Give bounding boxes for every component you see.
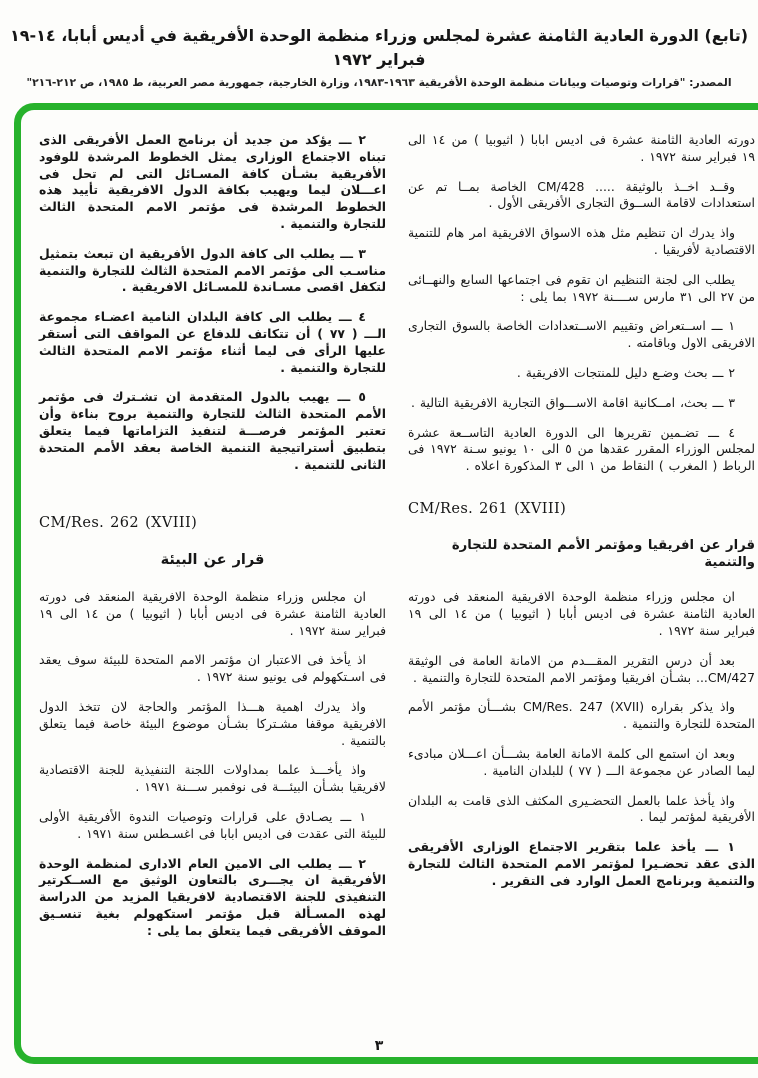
paragraph: ١ ـــ اســتعراض وتقييم الاســتعدادات الخاصة بالسوق التجارى الافريقى الاول وباقامته . xyxy=(408,318,755,351)
paragraph: وقــد اخــذ بالوثيقة ..... CM/428 الخاصة بمــا تم عن استعدادات لاقامة الســوق التجارى الأفريقى الأول . xyxy=(408,178,755,211)
paragraph: ٥ ـــ يهيب بالدول المتقدمة ان تشـترك فى مؤتمر الأمم المتحدة الثالث للتجارة والتنمية بروح بناءة وأن تعتبر المؤتمر فرصـــة لتنفيذ التزاماتها فيما يتعلق بتطبيق أستراتيجية التنمية الخاصة بعقد الأمم المتحدة الثانى للتنمية . xyxy=(39,389,386,472)
column-right xyxy=(408,132,755,1047)
paragraph: واذ يذكر بقراره CM/Res. 247 (XVII) بشـــأن مؤتمر الأمم المتحدة للتجارة والتنمية . xyxy=(408,699,755,732)
paragraph: ٢ ـــ يطلب الى الامين العام الادارى لمنظمة الوحدة الأفريقية ان يجـــرى بالتعاون الوثيق مع الســكرتير التنفيذى للجنة الاقتصادية لافريقيا المزيد من الدراسة لهذه المسـألة قبل مؤتمر استكهولم بغية تنسـيق الموقف الأفريقى فيما يتعلق بما يلى : xyxy=(39,855,386,938)
paragraph: واذ يأخـــذ علما بمداولات اللجنة التنفيذية للجنة الاقتصادية لافريقيا بشـأن البيئـــة فى نوفمبر ســـنة ١٩٧١ . xyxy=(39,762,386,795)
paragraph: ٣ ـــ يطلب الى كافة الدول الأفريقية ان تبعث بتمثيل مناسـب الى مؤتمر الامم المتحدة الثالث للتجارة والتنمية لتكفل اقصى مسـاندة للمسـائل الافريقية . xyxy=(39,245,386,295)
column-left xyxy=(39,132,386,1047)
page-header xyxy=(0,24,758,89)
paragraph: ٢ ـــ يؤكد من جديد أن برنامج العمل الأفريقى الذى تبناه الاجتماع الوزارى يمثل الخطوط المرشدة للوفود الأفريقية بشـأن كافة المسـائل التى لم تحل فى اعـــلان ليما ويهيب بكافة الدول الافريقية تأييد هذه الخطوط المرشدة فى مؤتمر الامم المتحدة الثالث للتجارة والتنمية . xyxy=(39,132,386,231)
paragraph: واذ يدرك ان تنظيم مثل هذه الاسواق الافريقية امر هام للتنمية الاقتصادية لأفريقيا . xyxy=(408,225,755,257)
paragraph: ان مجلس وزراء منظمة الوحدة الافريقية المنعقد فى دورته العادية الثامنة عشرة فى اديس أبابا ( اثيوبيا ) من ١٤ الى ١٩ فبراير سنة ١٩٧٢ . xyxy=(408,589,755,638)
resolution-code: CM/Res. 262 (XVIII) xyxy=(39,515,198,532)
paragraph: واذ يدرك اهمية هـــذا المؤتمر والحاجة لان تتخذ الدول الافريقية موقفا مشـتركا بشـأن موضوع البيئة خاصة فيما يتعلق بالتنمية . xyxy=(39,698,386,748)
paragraph: واذ يأخذ علما بالعمل التحضـيرى المكثف الذى قامت به البلدان الأفريقية لمؤتمر ليما . xyxy=(408,792,755,825)
paragraph: وبعد ان استمع الى كلمة الامانة العامة بشـــأن اعـــلان مبادىء ليما الصادر عن مجموعة الـــ ( ٧٧ ) للبلدان النامية . xyxy=(408,745,755,778)
page-number: ٣ xyxy=(374,1038,384,1054)
resolution-code: CM/Res. 261 (XVIII) xyxy=(408,500,567,517)
two-column-layout xyxy=(39,132,755,1047)
paragraph: ان مجلس وزراء منظمة الوحدة الافريقية المنعقد فى دورته العادية الثامنة عشرة فى اديس أبابا ( اثيوبيا ) من ١٤ الى ١٩ فبراير سنة ١٩٧٢ . xyxy=(39,588,386,638)
paragraph: اذ يأخذ فى الاعتبار ان مؤتمر الامم المتحدة للبيئة سوف يعقد فى اسـتكهولم فى يونيو سنة ١٩٧٢ . xyxy=(39,652,386,685)
paragraph: ٣ ـــ بحث، امــكانية اقامة الاســـواق التجارية الافريقية التالية . xyxy=(410,394,735,410)
paragraph: ٤ ـــ يطلب الى كافة البلدان النامية اعضـاء مجموعة الـــ ( ٧٧ ) أن تتكاتف للدفاع عن المواقف التى أستقر عليها الرأى فى ليما أثناء مؤتمر الامم المتحدة الثالث للتجارة والتنمية . xyxy=(39,309,386,375)
source-citation: المصدر: "قرارات وتوصيات وبيانات منظمة الوحدة الأفريقية ١٩٦٣-١٩٨٣، وزارة الخارجية، جمهورية مصر العربية، ط ١٩٨٥، ص ٢١٢-٢١٦" xyxy=(26,76,732,89)
session-title: (تابع) الدورة العادية الثامنة عشرة لمجلس وزراء منظمة الوحدة الأفريقية في أديس أبابا، ١٤-١٩ فبراير ١٩٧٢ xyxy=(9,26,749,69)
paragraph: ٤ ـــ تضـمين تقريرها الى الدورة العادية التاســعة عشرة لمجلس الوزراء المقرر عقدها من ٥ الى ١٠ يونيو سـنة ١٩٧٢ فى الرباط ( المغرب ) النقاط من ١ الى ٣ المذكورة اعلاه . xyxy=(408,424,755,474)
paragraph: ١ ـــ يصـادق على قرارات وتوصيات الندوة الأفريقية الأولى للبيئة التى عقدت فى اديس ابابا فى اغسـطس سنة ١٩٧١ . xyxy=(39,808,386,841)
paragraph: بعد أن درس التقرير المقـــدم من الامانة العامة فى الوثيقة CM/427... بشـأن افريقيا ومؤتمر الامم المتحدة للتجارة والتنمية . xyxy=(408,652,755,685)
paragraph: يطلب الى لجنة التنظيم ان تقوم فى اجتماعها السابع والنهــائى من ٢٧ الى ٣١ مارس ســــنة ١٩٧٢ بما يلى : xyxy=(408,271,755,304)
resolution-title: قرار عن افريقيا ومؤتمر الأمم المتحدة للتجارة والتنمية xyxy=(451,537,755,570)
resolution-title: قرار عن البيئة xyxy=(160,552,265,569)
paragraph: ١ ـــ يأخذ علما بتقرير الاجتماع الوزارى الأفريقى الذى عقد تحضـيرا لمؤتمر الامم المتحدة الثالث للتجارة والتنمية وبرنامج العمل الوارد فى التقرير . xyxy=(408,839,755,888)
paragraph: ٢ ـــ بحث وضـع دليل للمنتجات الافريقية . xyxy=(516,364,735,380)
paragraph: دورته العادية الثامنة عشرة فى اديس ابابا ( اثيوبيا ) من ١٤ الى ١٩ فبراير سنة ١٩٧٢ . xyxy=(408,132,756,164)
document-frame xyxy=(14,103,758,1064)
